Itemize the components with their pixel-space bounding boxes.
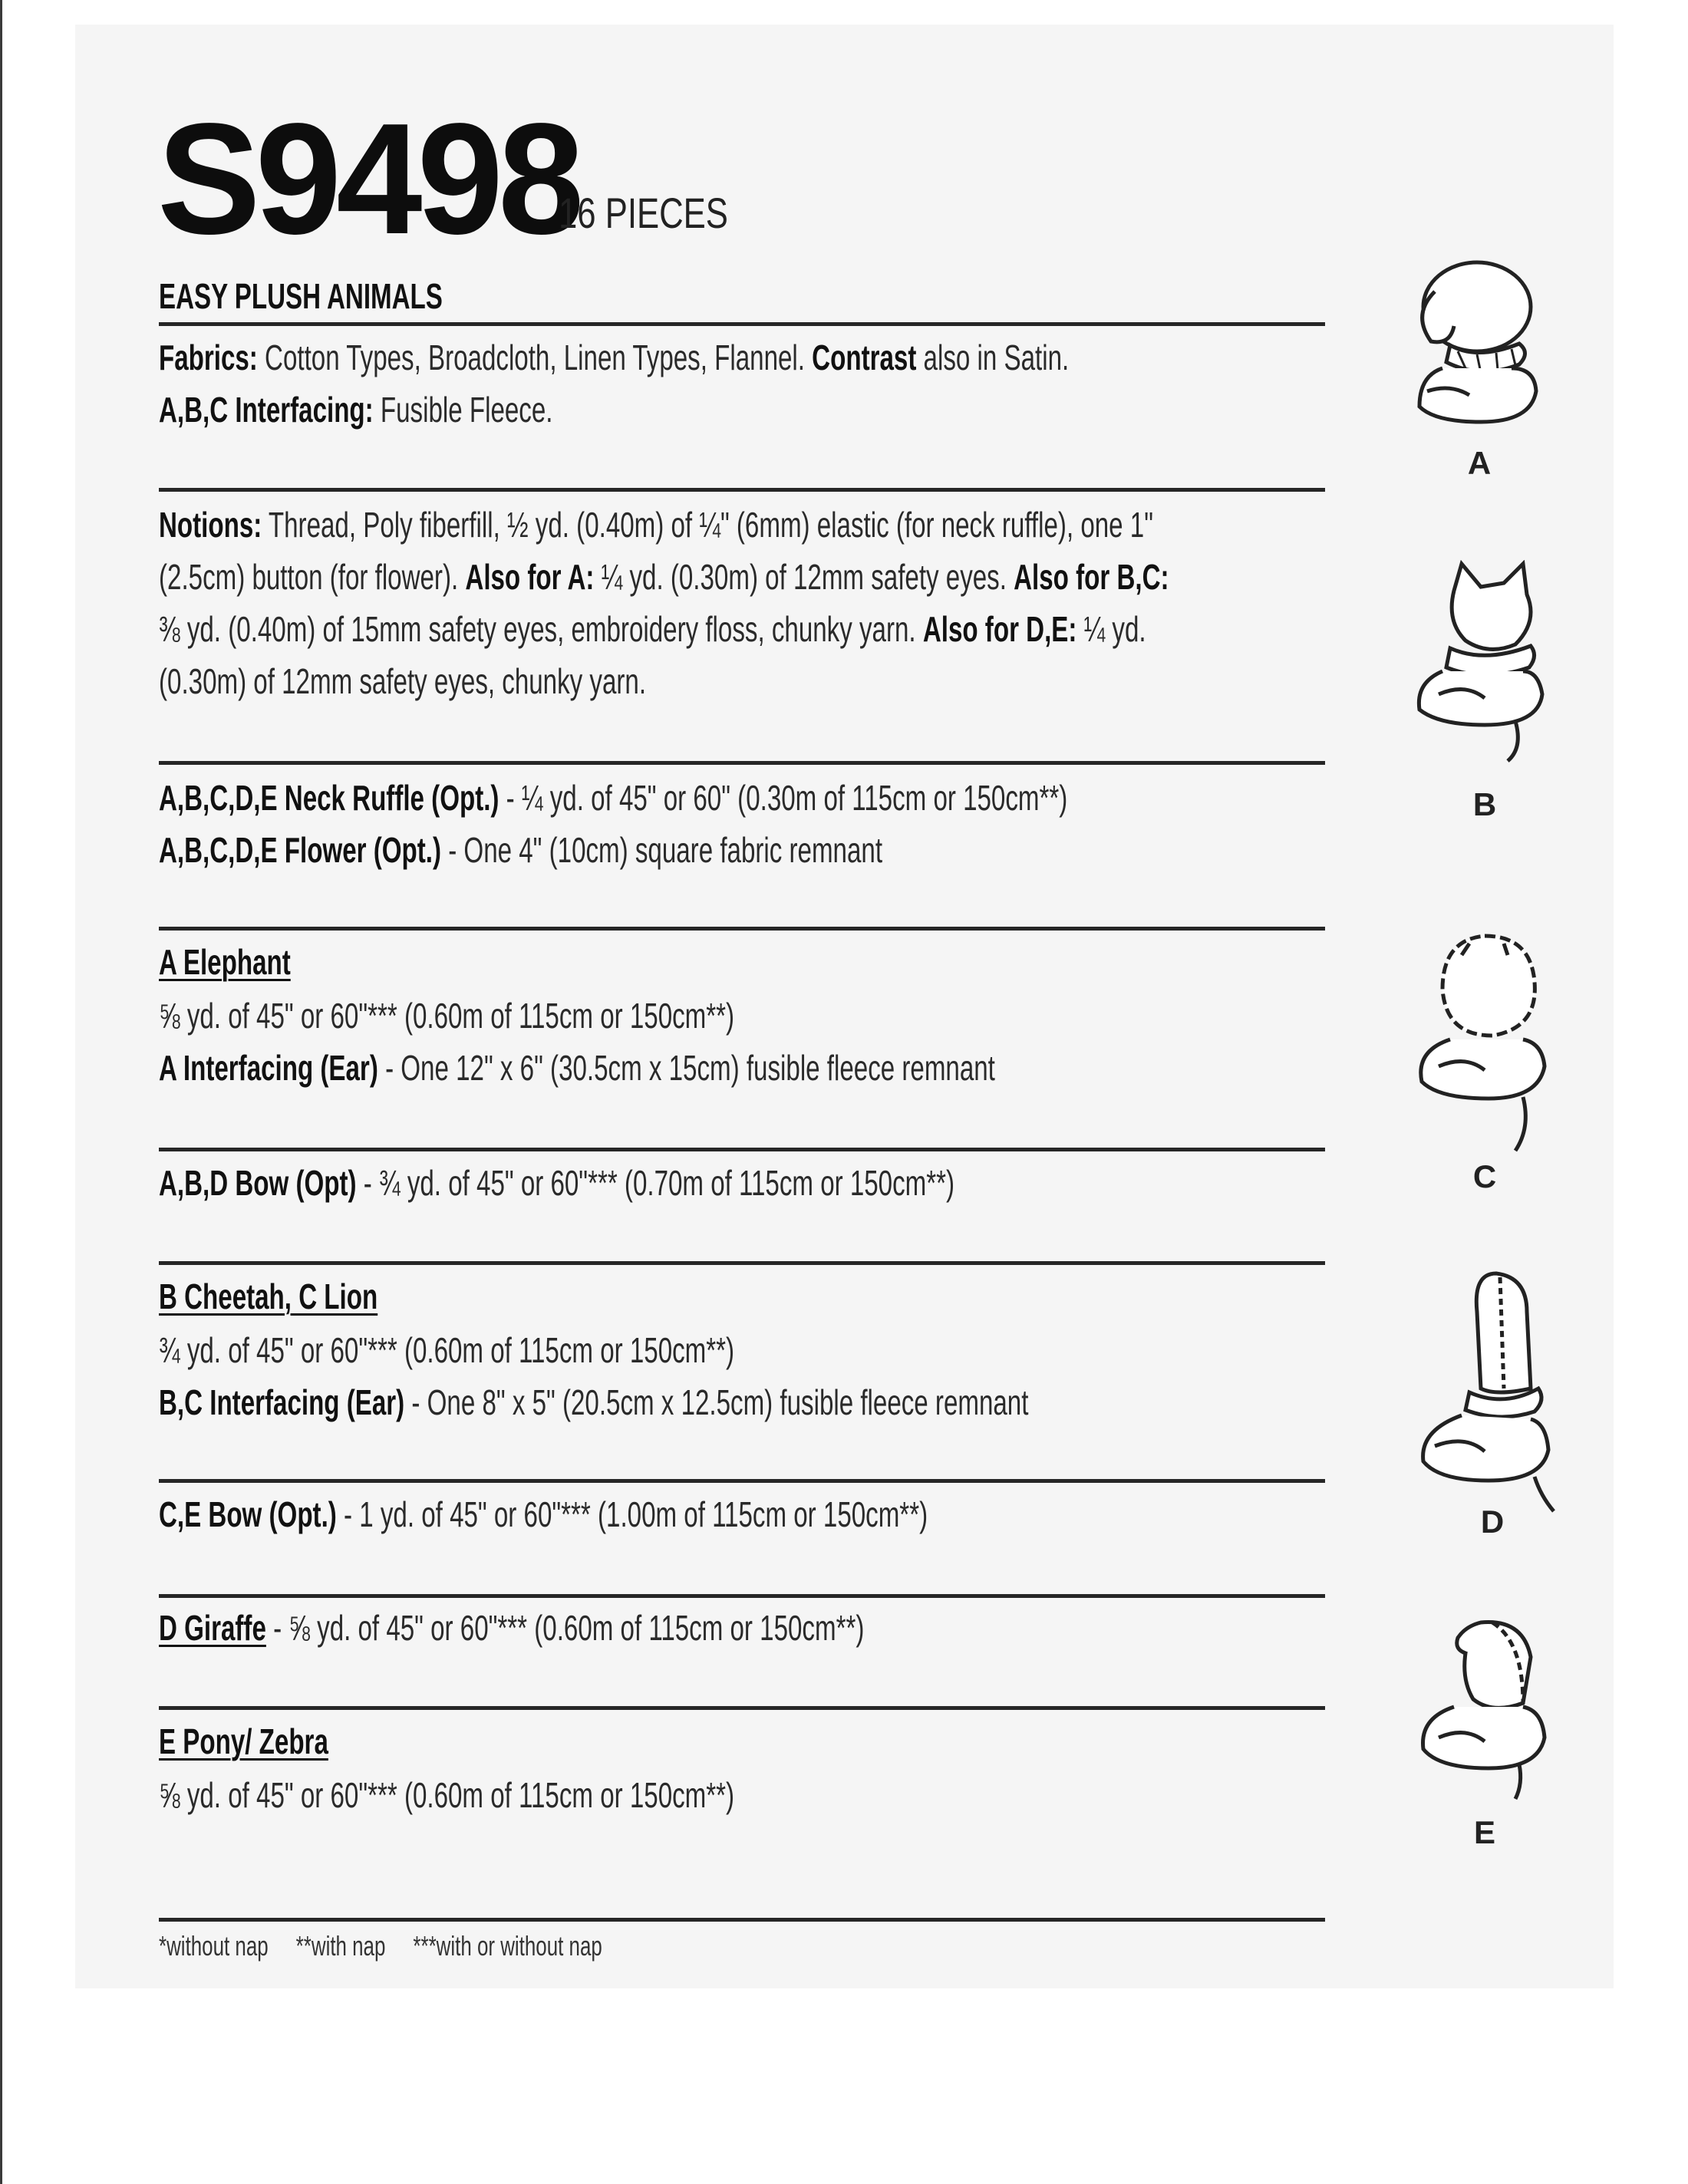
divider — [159, 1706, 1325, 1710]
view-a-elephant-illustration — [1404, 253, 1558, 430]
cheetah-lion-interfacing-text: - One 8" x 5" (20.5cm x 12.5cm) fusible fleece remnant — [411, 1382, 1029, 1422]
view-a-label: A — [1467, 445, 1492, 481]
bow-abd-label: A,B,D Bow (Opt) — [159, 1163, 357, 1203]
divider — [159, 488, 1325, 492]
cheetah-lion-yardage: ¾ yd. of 45" or 60"*** (0.60m of 115cm or 150cm**) — [159, 1330, 735, 1370]
view-d-giraffe-illustration — [1404, 1266, 1565, 1519]
bow-ce-text: - 1 yd. of 45" or 60"*** (1.00m of 115cm or 150cm**) — [344, 1494, 928, 1534]
contrast-text: also in Satin. — [923, 338, 1070, 377]
pattern-code: S9498 — [157, 91, 579, 267]
view-b-label: B — [1472, 786, 1497, 822]
divider — [159, 761, 1325, 765]
view-d-label: D — [1480, 1504, 1505, 1540]
elephant-yardage: ⅝ yd. of 45" or 60"*** (0.60m of 115cm or 150cm**) — [159, 996, 735, 1036]
page-left-edge — [0, 0, 2, 2184]
view-e-pony-illustration — [1408, 1611, 1561, 1803]
bow-abd-text: - ¾ yd. of 45" or 60"*** (0.70m of 115cm or 150cm**) — [363, 1163, 955, 1203]
interfacing-label: A,B,C Interfacing: — [159, 390, 374, 430]
footnotes — [159, 1930, 625, 1962]
divider — [159, 1261, 1325, 1265]
divider — [159, 927, 1325, 931]
contrast-label: Contrast — [812, 338, 917, 377]
notions-line: ⅜ yd. (0.40m) of 15mm safety eyes, embroidery floss, chunky yarn. — [159, 609, 916, 649]
pony-zebra-yardage: ⅝ yd. of 45" or 60"*** (0.60m of 115cm or 150cm**) — [159, 1775, 735, 1815]
notions-line: ¼ yd. — [1083, 609, 1146, 649]
also-for-de-label: Also for D,E: — [922, 609, 1077, 649]
giraffe-heading: D Giraffe — [159, 1608, 266, 1648]
view-b-cheetah-illustration — [1408, 560, 1561, 767]
also-for-a-label: Also for A: — [465, 557, 595, 597]
cheetah-lion-interfacing-label: B,C Interfacing (Ear) — [159, 1382, 405, 1422]
pattern-title: EASY PLUSH ANIMALS — [159, 276, 443, 316]
footnote-without-nap: *without nap — [159, 1930, 269, 1962]
footnote-with-nap: **with nap — [295, 1930, 386, 1962]
elephant-interfacing-label: A Interfacing (Ear) — [159, 1048, 378, 1088]
view-e-label: E — [1473, 1814, 1495, 1850]
bow-ce-label: C,E Bow (Opt.) — [159, 1494, 337, 1534]
view-c-label: C — [1472, 1158, 1497, 1194]
footnote-with-or-without-nap: ***with or without nap — [413, 1930, 602, 1962]
divider — [159, 1918, 1325, 1922]
piece-count: 16 PIECES — [559, 189, 728, 237]
notions-line: (2.5cm) button (for flower). — [159, 557, 459, 597]
neck-ruffle-text: - ¼ yd. of 45" or 60" (0.30m of 115cm or 150cm**) — [506, 778, 1068, 818]
neck-ruffle-label: A,B,C,D,E Neck Ruffle (Opt.) — [159, 778, 499, 818]
fabrics-label: Fabrics: — [159, 338, 258, 377]
interfacing-text: Fusible Fleece. — [380, 390, 553, 430]
flower-label: A,B,C,D,E Flower (Opt.) — [159, 830, 441, 870]
view-c-lion-illustration — [1408, 928, 1561, 1158]
elephant-interfacing-text: - One 12" x 6" (30.5cm x 15cm) fusible fleece remnant — [385, 1048, 995, 1088]
divider — [159, 1594, 1325, 1598]
also-for-bc-label: Also for B,C: — [1014, 557, 1169, 597]
notions-line: (0.30m) of 12mm safety eyes, chunky yarn. — [159, 661, 647, 701]
notions-line: ¼ yd. (0.30m) of 12mm safety eyes. — [601, 557, 1007, 597]
elephant-heading: A Elephant — [159, 942, 291, 982]
divider — [159, 322, 1325, 326]
flower-text: - One 4" (10cm) square fabric remnant — [448, 830, 883, 870]
pony-zebra-heading: E Pony/ Zebra — [159, 1721, 328, 1761]
notions-line: Thread, Poly fiberfill, ½ yd. (0.40m) of ¼" (6mm) elastic (for neck ruffle), one 1" — [268, 505, 1153, 545]
divider — [159, 1148, 1325, 1151]
divider — [159, 1479, 1325, 1483]
notions-label: Notions: — [159, 505, 262, 545]
fabrics-text: Cotton Types, Broadcloth, Linen Types, Flannel. — [265, 338, 805, 377]
giraffe-text: - ⅝ yd. of 45" or 60"*** (0.60m of 115cm or 150cm**) — [273, 1608, 865, 1648]
cheetah-lion-heading: B Cheetah, C Lion — [159, 1276, 378, 1316]
